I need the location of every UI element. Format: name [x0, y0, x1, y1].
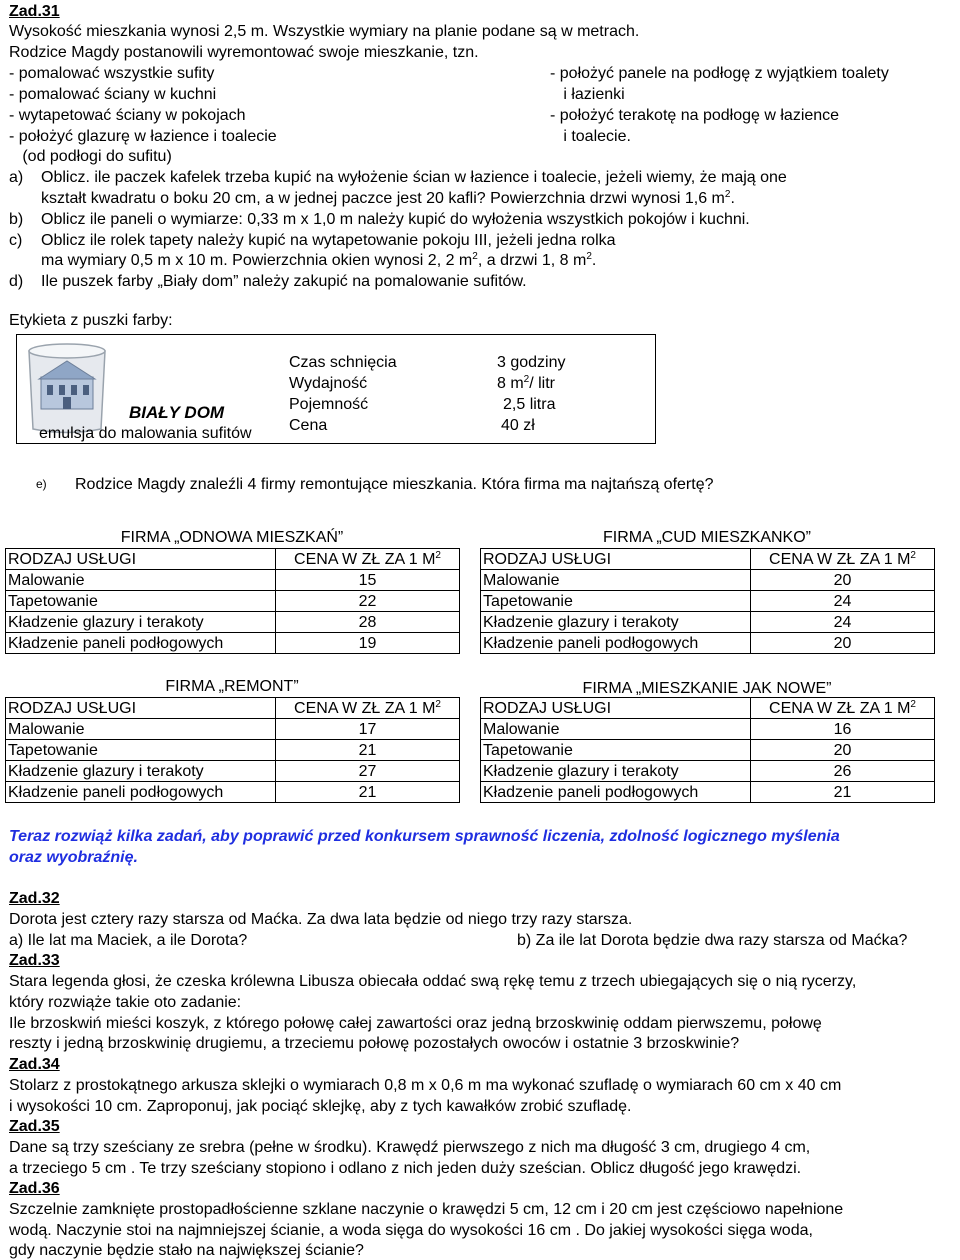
- firm-title: FIRMA „CUD MIESZKANKO”: [602, 529, 811, 546]
- blue-note-line1: Teraz rozwiąż kilka zadań, aby poprawić przed konkursem sprawność liczenia, zdolność logicznego myślenia: [9, 828, 840, 845]
- label-caption: Etykieta z puszki farby:: [9, 312, 173, 329]
- zad32-question-a: a) Ile lat ma Maciek, a ile Dorota?: [9, 932, 248, 949]
- right-list-item: i łazienki: [550, 86, 625, 103]
- zad35-heading: Zad.35: [9, 1118, 60, 1135]
- question-b-label: b): [9, 211, 24, 228]
- table-row: [6, 740, 460, 761]
- right-list-item: - położyć terakotę na podłogę w łazience: [550, 107, 840, 124]
- service-cell: Malowanie: [6, 719, 276, 740]
- right-list-item: i toalecie.: [550, 128, 631, 145]
- label-key: Pojemność: [289, 396, 369, 413]
- price-cell: 21: [276, 782, 460, 803]
- price-cell: 19: [276, 633, 460, 654]
- service-cell: Kładzenie glazury i terakoty: [6, 761, 276, 782]
- header-cell: CENA W ZŁ ZA 1 $M^2$: [751, 549, 935, 570]
- table-row: [481, 612, 935, 633]
- table-header-row: [6, 549, 460, 570]
- blue-note-line2: oraz wyobraźnię.: [9, 849, 138, 866]
- left-list-item: - wytapetować ściany w pokojach: [9, 107, 246, 124]
- zad31-heading: Zad.31: [9, 3, 60, 20]
- table-header-row: [6, 698, 460, 719]
- price-cell: 24: [751, 612, 935, 633]
- service-cell: Malowanie: [481, 570, 751, 591]
- table-header-row: [481, 549, 935, 570]
- product-description: emulsja do malowania sufitów: [39, 425, 252, 442]
- service-cell: Kładzenie paneli podłogowych: [6, 782, 276, 803]
- price-cell: 28: [276, 612, 460, 633]
- question-d-label: d): [9, 273, 24, 290]
- service-cell: Malowanie: [6, 570, 276, 591]
- firm-price-table: [480, 697, 935, 803]
- label-key: Czas schnięcia: [289, 354, 397, 371]
- zad32-heading: Zad.32: [9, 890, 60, 907]
- table-header-row: [481, 698, 935, 719]
- label-key: Wydajność: [289, 375, 368, 392]
- left-list-item: (od podłogi do sufitu): [9, 148, 172, 165]
- zad33-heading: Zad.33: [9, 952, 60, 969]
- table-row: [481, 719, 935, 740]
- table-row: [481, 591, 935, 612]
- zad36-line: gdy naczynie będzie stało na największej ścianie?: [9, 1242, 364, 1259]
- header-cell: RODZAJ USŁUGI: [6, 549, 276, 570]
- price-cell: 21: [276, 740, 460, 761]
- price-cell: 20: [751, 740, 935, 761]
- zad31-line2: Rodzice Magdy postanowili wyremontować swoje mieszkanie, tzn.: [9, 44, 479, 61]
- firm-title: FIRMA „ODNOWA MIESZKAŃ”: [120, 529, 344, 546]
- table-row: [481, 782, 935, 803]
- question-d: Ile puszek farby „Biały dom” należy zakupić na pomalowanie sufitów.: [41, 273, 527, 290]
- question-c-line2: ma wymiary 0,5 m x 10 m. Powierzchnia okien wynosi 2, 2 $m^2$, a drzwi 1, 8 $m^2$.: [41, 251, 597, 269]
- price-cell: 20: [751, 570, 935, 591]
- table-row: [481, 740, 935, 761]
- header-cell: CENA W ZŁ ZA 1 $M^2$: [276, 698, 460, 719]
- table-row: [6, 761, 460, 782]
- service-cell: Kładzenie paneli podłogowych: [481, 782, 751, 803]
- price-cell: 22: [276, 591, 460, 612]
- zad35-line: Dane są trzy sześciany ze srebra (pełne w środku). Krawędź pierwszego z nich ma długość 3 cm, drugiego 4 cm,: [9, 1139, 811, 1156]
- zad33-line: reszty i jedną brzoskwinię drugiemu, a trzeciemu połowę pozostałych owoców i ostatnie 3 brzoskwinie?: [9, 1035, 740, 1052]
- question-c-label: c): [9, 232, 23, 249]
- product-name: BIAŁY DOM: [129, 403, 225, 422]
- question-a-line1: Oblicz. ile paczek kafelek trzeba kupić na wyłożenie ścian w łazience i toalecie, jeżeli wiemy, że mają one: [41, 169, 787, 186]
- zad31-line1: Wysokość mieszkania wynosi 2,5 m. Wszystkie wymiary na planie podane są w metrach.: [9, 23, 640, 40]
- header-cell: RODZAJ USŁUGI: [6, 698, 276, 719]
- firm-price-table: [480, 548, 935, 654]
- question-e: Rodzice Magdy znaleźli 4 firmy remontujące mieszkania. Która firma ma najtańszą ofertę?: [75, 476, 714, 493]
- label-value: 40 zł: [501, 417, 535, 434]
- label-value: 2,5 litra: [503, 396, 556, 413]
- service-cell: Tapetowanie: [6, 591, 276, 612]
- paint-bucket-image: [17, 337, 117, 437]
- zad34-heading: Zad.34: [9, 1056, 60, 1073]
- zad36-line: wodą. Naczynie stoi na najmniejszej ścianie, a woda sięga do wysokości 16 cm . Do jakiej wysokości sięga woda,: [9, 1222, 813, 1239]
- firm-price-table: [5, 548, 460, 654]
- question-c-line1: Oblicz ile rolek tapety należy kupić na wytapetowanie pokoju III, jeżeli jedna rolka: [41, 232, 616, 249]
- label-value: 3 godziny: [497, 354, 566, 371]
- service-cell: Tapetowanie: [6, 740, 276, 761]
- paint-label: [16, 334, 656, 444]
- question-a-label: a): [9, 169, 24, 186]
- question-a-line2: kształt kwadratu o boku 20 cm, a w jednej paczce jest 20 kafli? Powierzchnia drzwi wynosi 1,6 $m^2$.: [41, 189, 735, 207]
- header-cell: RODZAJ USŁUGI: [481, 698, 751, 719]
- service-cell: Kładzenie paneli podłogowych: [481, 633, 751, 654]
- table-row: [6, 591, 460, 612]
- right-list-item: - położyć panele na podłogę z wyjątkiem toalety: [550, 65, 889, 82]
- zad33-line: który rozwiąże takie oto zadanie:: [9, 994, 242, 1011]
- price-cell: 16: [751, 719, 935, 740]
- service-cell: Malowanie: [481, 719, 751, 740]
- left-list-item: - pomalować ściany w kuchni: [9, 86, 217, 103]
- service-cell: Kładzenie glazury i terakoty: [481, 612, 751, 633]
- header-cell: RODZAJ USŁUGI: [481, 549, 751, 570]
- zad35-line: a trzeciego 5 cm . Te trzy sześciany stopiono i odlano z nich jeden duży sześcian. Oblicz długość jego krawędzi.: [9, 1160, 802, 1177]
- left-list-item: - pomalować wszystkie sufity: [9, 65, 215, 82]
- service-cell: Tapetowanie: [481, 591, 751, 612]
- price-cell: 20: [751, 633, 935, 654]
- table-row: [6, 719, 460, 740]
- table-row: [6, 612, 460, 633]
- label-key: Cena: [289, 417, 328, 434]
- firm-title: FIRMA „REMONT”: [165, 678, 299, 695]
- service-cell: Kładzenie paneli podłogowych: [6, 633, 276, 654]
- label-value: 8 $m^2/$ litr: [497, 374, 556, 392]
- header-cell: CENA W ZŁ ZA 1 $M^2$: [276, 549, 460, 570]
- zad34-line: Stolarz z prostokątnego arkusza sklejki o wymiarach 0,8 m x 0,6 m ma wykonać szufladę o wymiarach 60 cm x 40 cm: [9, 1077, 842, 1094]
- zad36-heading: Zad.36: [9, 1180, 60, 1197]
- price-cell: 24: [751, 591, 935, 612]
- table-row: [6, 570, 460, 591]
- table-row: [481, 761, 935, 782]
- firm-price-table: [5, 697, 460, 803]
- service-cell: Kładzenie glazury i terakoty: [6, 612, 276, 633]
- zad34-line: i wysokości 10 cm. Zaproponuj, jak pociąć sklejkę, aby z tych kawałków zrobić szufladę.: [9, 1098, 632, 1115]
- zad33-line: Ile brzoskwiń mieści koszyk, z którego połowę całej zawartości oraz jedną brzoskwinię oddam pierwszemu, połowę: [9, 1015, 822, 1032]
- price-cell: 21: [751, 782, 935, 803]
- header-cell: CENA W ZŁ ZA 1 $M^2$: [751, 698, 935, 719]
- price-cell: 26: [751, 761, 935, 782]
- price-cell: 27: [276, 761, 460, 782]
- zad32-question-b: b) Za ile lat Dorota będzie dwa razy starsza od Maćka?: [517, 932, 908, 949]
- price-cell: 15: [276, 570, 460, 591]
- left-list-item: - położyć glazurę w łazience i toalecie: [9, 128, 277, 145]
- table-row: [481, 633, 935, 654]
- service-cell: Tapetowanie: [481, 740, 751, 761]
- table-row: [481, 570, 935, 591]
- service-cell: Kładzenie glazury i terakoty: [481, 761, 751, 782]
- zad33-line: Stara legenda głosi, że czeska królewna Libusza obiecała oddać swą rękę temu z trzech ubiegających się o nią rycerzy,: [9, 973, 857, 990]
- question-b: Oblicz ile paneli o wymiarze: 0,33 m x 1,0 m należy kupić do wyłożenia wszystkich pokojów i kuchni.: [41, 211, 750, 228]
- zad36-line: Szczelnie zamknięte prostopadłościenne szklane naczynie o krawędzi 5 cm, 12 cm i 20 cm jest częściowo napełnione: [9, 1201, 844, 1218]
- price-cell: 17: [276, 719, 460, 740]
- table-row: [6, 782, 460, 803]
- zad32-line1: Dorota jest cztery razy starsza od Maćka. Za dwa lata będzie od niego trzy razy starsza.: [9, 911, 633, 928]
- question-e-label: e): [36, 477, 47, 491]
- firm-title: FIRMA „MIESZKANIE JAK NOWE”: [582, 680, 832, 697]
- table-row: [6, 633, 460, 654]
